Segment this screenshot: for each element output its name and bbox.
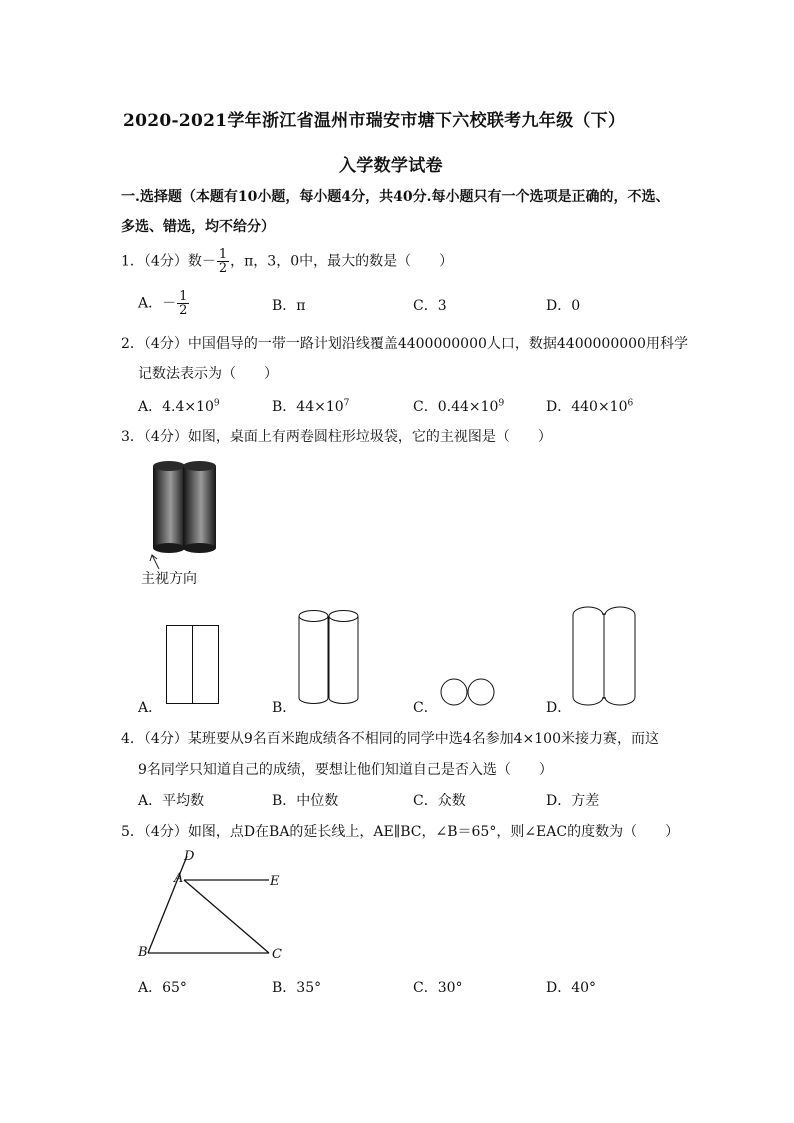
question-4: 4．（4分）某班要从9名百米跑成绩各不相同的同学中选4名参加4×100米接力赛，而这 [121,731,659,747]
section-header-line2: 多选、错选，均不给分） [121,219,275,235]
q1-fraction [217,248,229,275]
line-ac [184,880,269,953]
point-label-c: C [272,947,282,962]
cylinder-left [153,461,185,553]
q5-option-c[interactable]: C．30° [413,980,463,996]
q5-option-a[interactable]: A．65° [138,980,187,996]
exam-title-line1: 2020-2021学年浙江省温州市瑞安市塘下六校联考九年级（下） [123,111,626,131]
q2-option-a[interactable] [138,396,220,416]
point-label-b: B [138,945,148,960]
q2-option-b-exp: 7 [343,398,350,409]
view-direction-caption: 主视方向 [141,571,197,587]
exam-title-line2: 入学数学试卷 [339,156,443,176]
q3-option-d-figure[interactable] [572,605,638,709]
q4-option-b[interactable]: B．中位数 [272,793,339,809]
question-4-line2: 9名同学只知道自己的成绩，要想让他们知道自己是否入选（ ） [138,762,553,778]
q2-option-d[interactable] [546,396,633,416]
q2-option-b[interactable] [272,396,349,416]
q1-option-a-den: 2 [179,303,188,318]
q1-suffix: ，π，3，0中，最大的数是（ ） [230,253,454,270]
question-5: 5．（4分）如图，点D在BA的延长线上，AE∥BC，∠B＝65°，则∠EAC的度数为（ ） [121,824,680,840]
q3-option-a-figure[interactable] [166,625,220,705]
q4-option-a[interactable]: A．平均数 [138,793,205,809]
point-label-a: A [174,871,184,886]
q5-option-b[interactable]: B．35° [272,980,322,996]
cylinder-right [183,461,216,553]
q3-option-d-label[interactable]: D． [546,700,572,716]
section-header: 一.选择题（本题有10小题，每小题4分，共40分.每小题只有一个选项是正确的，不选、 [121,189,670,205]
q3-option-c-label[interactable]: C． [413,700,438,716]
question-3: 3．（4分）如图，桌面上有两卷圆柱形垃圾袋，它的主视图是（ ） [121,429,552,445]
q1-option-a-fraction [177,290,189,317]
q3-option-a-label[interactable]: A． [138,700,163,716]
q4-option-d[interactable]: D．方差 [546,793,600,809]
question-2: 2．（4分）中国倡导的一带一路计划沿线覆盖4400000000人口，数据4400000000用科学 [121,336,688,352]
q1-option-a-prefix: A．－ [138,295,177,312]
q3-option-b-label[interactable]: B． [272,700,297,716]
question-2-line2: 记数法表示为（ ） [138,366,278,382]
q1-frac-den: 2 [218,261,228,276]
q4-option-c[interactable]: C．众数 [413,793,466,809]
q5-triangle-figure [132,850,292,965]
q2-option-c[interactable] [413,396,504,416]
q2-option-b-base: B．44×10 [272,399,344,415]
point-label-e: E [270,874,280,889]
q2-option-d-base: D．440×10 [546,399,628,415]
q3-option-b-figure[interactable] [298,608,360,708]
q2-option-a-base: A．4.4×10 [138,399,214,415]
q1-option-a[interactable] [138,290,190,317]
q5-option-d[interactable]: D．40° [546,980,597,996]
q2-option-a-exp: 9 [213,398,220,409]
question-1 [121,248,453,275]
q1-prefix: 1．（4分）数－ [121,253,216,270]
q2-option-d-exp: 6 [627,398,634,409]
q1-option-b[interactable]: B．π [272,298,306,314]
q1-option-c[interactable]: C．3 [413,298,447,314]
q3-option-c-figure[interactable] [440,678,498,708]
two-cylinder-rolls-figure [152,460,218,554]
q2-option-c-exp: 9 [498,398,505,409]
q1-frac-num: 1 [218,247,228,262]
q1-option-d[interactable]: D．0 [546,298,581,314]
q2-option-c-base: C．0.44×10 [413,399,499,415]
q1-option-a-num: 1 [179,289,188,304]
point-label-d: D [184,849,195,864]
